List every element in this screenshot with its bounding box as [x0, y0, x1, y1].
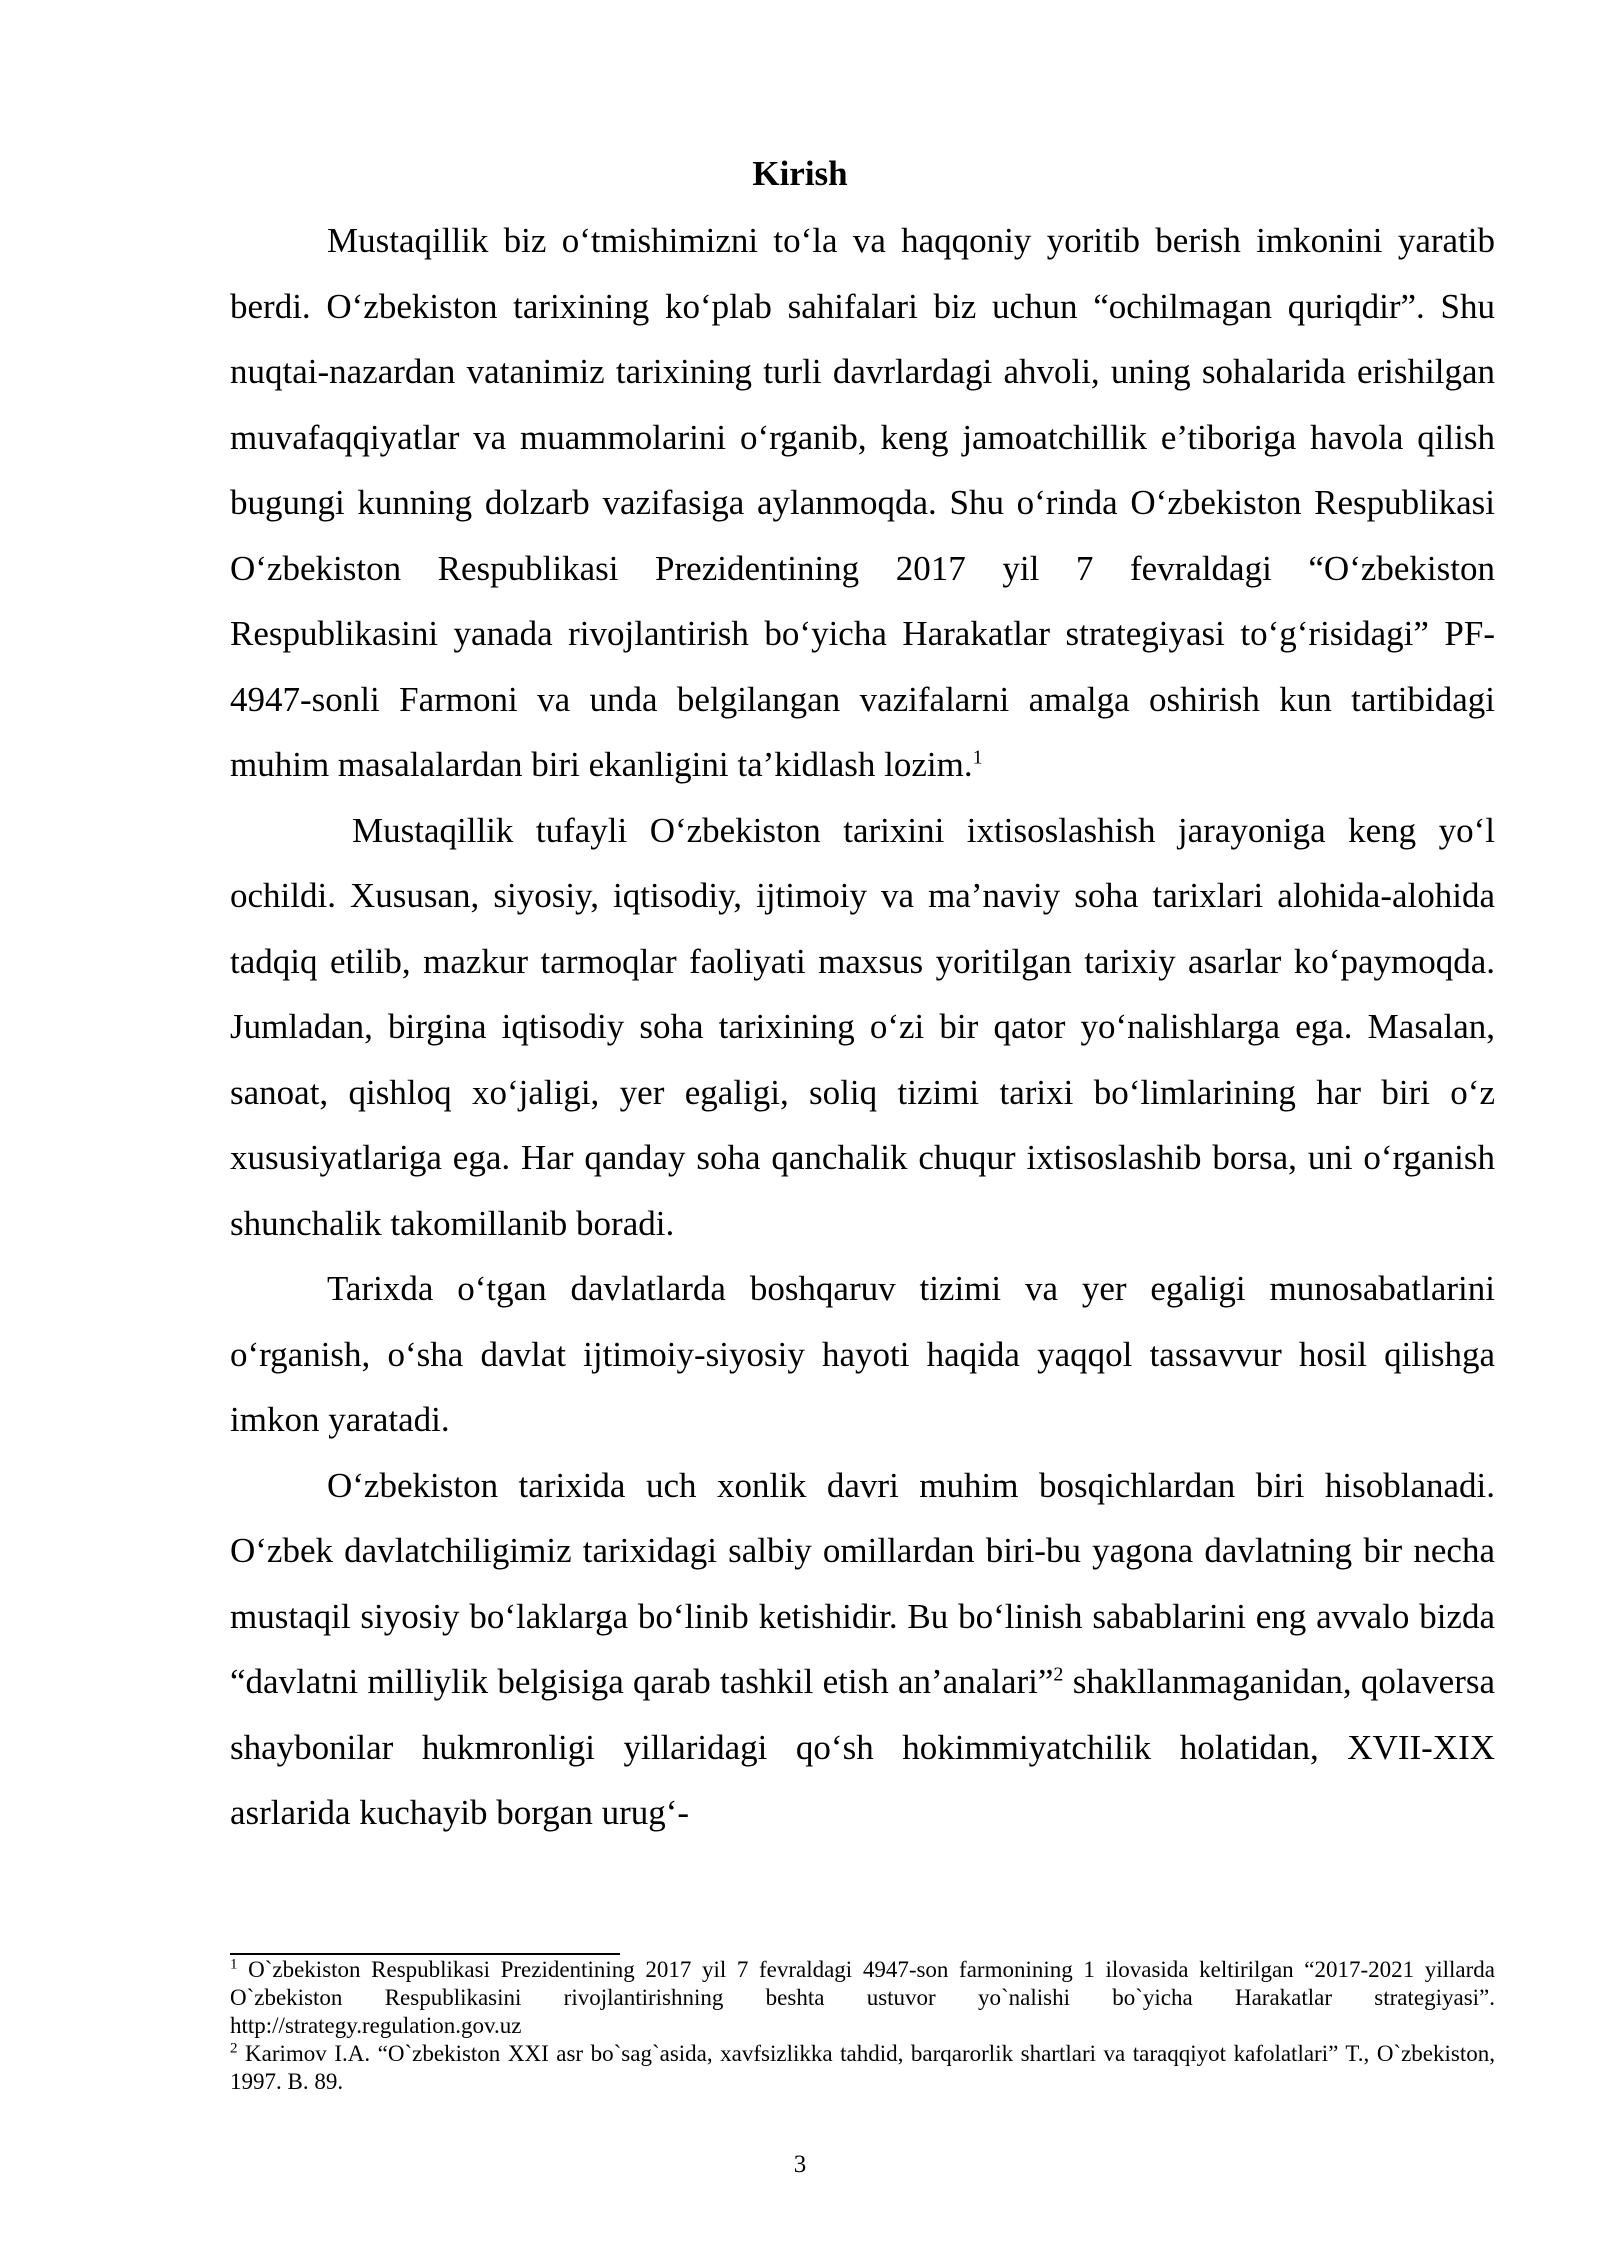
footnote-2-text: Karimov I.A. “O`zbekiston XXI asr bo`sag`asida, xavfsizlikka tahdid, barqarorlik shartlari va taraqqiyot kafolatlari” T., O`zbekiston, 1997. B. 89. [230, 2041, 1495, 2094]
footnote-ref-1[interactable]: 1 [972, 746, 983, 769]
body-text [230, 208, 1495, 1846]
paragraph-1-text: Mustaqillik biz o‘tmishimizni to‘la va haqqoniy yoritib berish imkonini yaratib berdi. O‘zbekiston tarixining ko‘plab sahifalari biz uchun “ochilmagan quriqdir”. Shu nuqtai-nazardan vatanimiz tarixining turli davrlardagi ahvoli, uning sohalarida erishilgan muvafaqqiyatlar va muammolarini o‘rganib, keng jamoatchillik e’tiboriga havola qilish bugungi kunning dolzarb vazifasiga aylanmoqda. Shu o‘rinda O‘zbekiston Respublikasi O‘zbekiston Respublikasi Prezidentining 2017 yil 7 fevraldagi “O‘zbekiston Respublikasini yanada rivojlantirish bo‘yicha Harakatlar strategiyasi to‘g‘risidagi” PF-4947-sonli Farmoni va unda belgilangan vazifalarni amalga oshirish kun tartibidagi muhim masalalardan biri ekanligini ta’kidlash lozim. [230, 221, 1495, 784]
footnote-separator [230, 1953, 620, 1955]
page-number: 3 [793, 2151, 807, 2178]
paragraph-4-text: O‘zbekiston tarixida uch xonlik davri muhim bosqichlardan biri hisoblanadi. O‘zbek davlatchiligimiz tarixidagi salbiy omillardan biri-bu yagona davlatning bir necha mustaqil siyosiy bo‘laklarga bo‘linib ketishidir. Bu bo‘linish sabablarini eng avvalo bizda “davlatni milliylik belgisiga qarab tashkil etish an’analari” [230, 1465, 1495, 1701]
footnote-1-text: O`zbekiston Respublikasi Prezidentining 2017 yil 7 fevraldagi 4947-son farmonining 1 ilovasida keltirilgan “2017-2021 yillarda O`zbekiston Respublikasini rivojlantirishning beshta ustuvor yo`nalishi bo`yicha Harakatlar strategiyasi”. http://strategy.regulation.gov.uz [230, 1957, 1495, 2038]
footnotes [230, 1956, 1495, 2096]
footnote-2 [230, 2040, 1495, 2096]
paragraph-3 [230, 1256, 1495, 1453]
footnote-1-number: 1 [230, 1956, 238, 1973]
footnote-2-number: 2 [230, 2040, 238, 2057]
paragraph-1 [230, 208, 1495, 798]
paragraph-2 [230, 798, 1495, 1257]
footnote-ref-2[interactable]: 2 [1053, 1663, 1064, 1686]
footnote-1 [230, 1956, 1495, 2040]
paragraph-4 [230, 1453, 1495, 1846]
page-title: Kirish [752, 154, 848, 193]
paragraph-3-text: Tarixda o‘tgan davlatlarda boshqaruv tizimi va yer egaligi munosabatlarini o‘rganish, o‘sha davlat ijtimoiy-siyosiy hayoti haqida yaqqol tassavvur hosil qilishga imkon yaratadi. [230, 1269, 1495, 1439]
paragraph-2-text: Mustaqillik tufayli O‘zbekiston tarixini ixtisoslashish jarayoniga keng yo‘l ochildi. Xususan, siyosiy, iqtisodiy, ijtimoiy va ma’naviy soha tarixlari alohida-alohida tadqiq etilib, mazkur tarmoqlar faoliyati maxsus yoritilgan tarixiy asarlar ko‘paymoqda. Jumladan, birgina iqtisodiy soha tarixining o‘zi bir qator yo‘nalishlarga ega. Masalan, sanoat, qishloq xo‘jaligi, yer egaligi, soliq tizimi tarixi bo‘limlarining har biri o‘z xususiyatlariga ega. Har qanday soha qanchalik chuqur ixtisoslashib borsa, uni o‘rganish shunchalik takomillanib boradi. [230, 810, 1495, 1243]
paragraph-4-tail: shakllanmaganidan, qolaversa shaybonilar hukmronligi yillaridagi qo‘sh hokimmiyatchilik holatidan, XVII-XIX asrlarida kuchayib borgan urug‘- [230, 1662, 1496, 1832]
